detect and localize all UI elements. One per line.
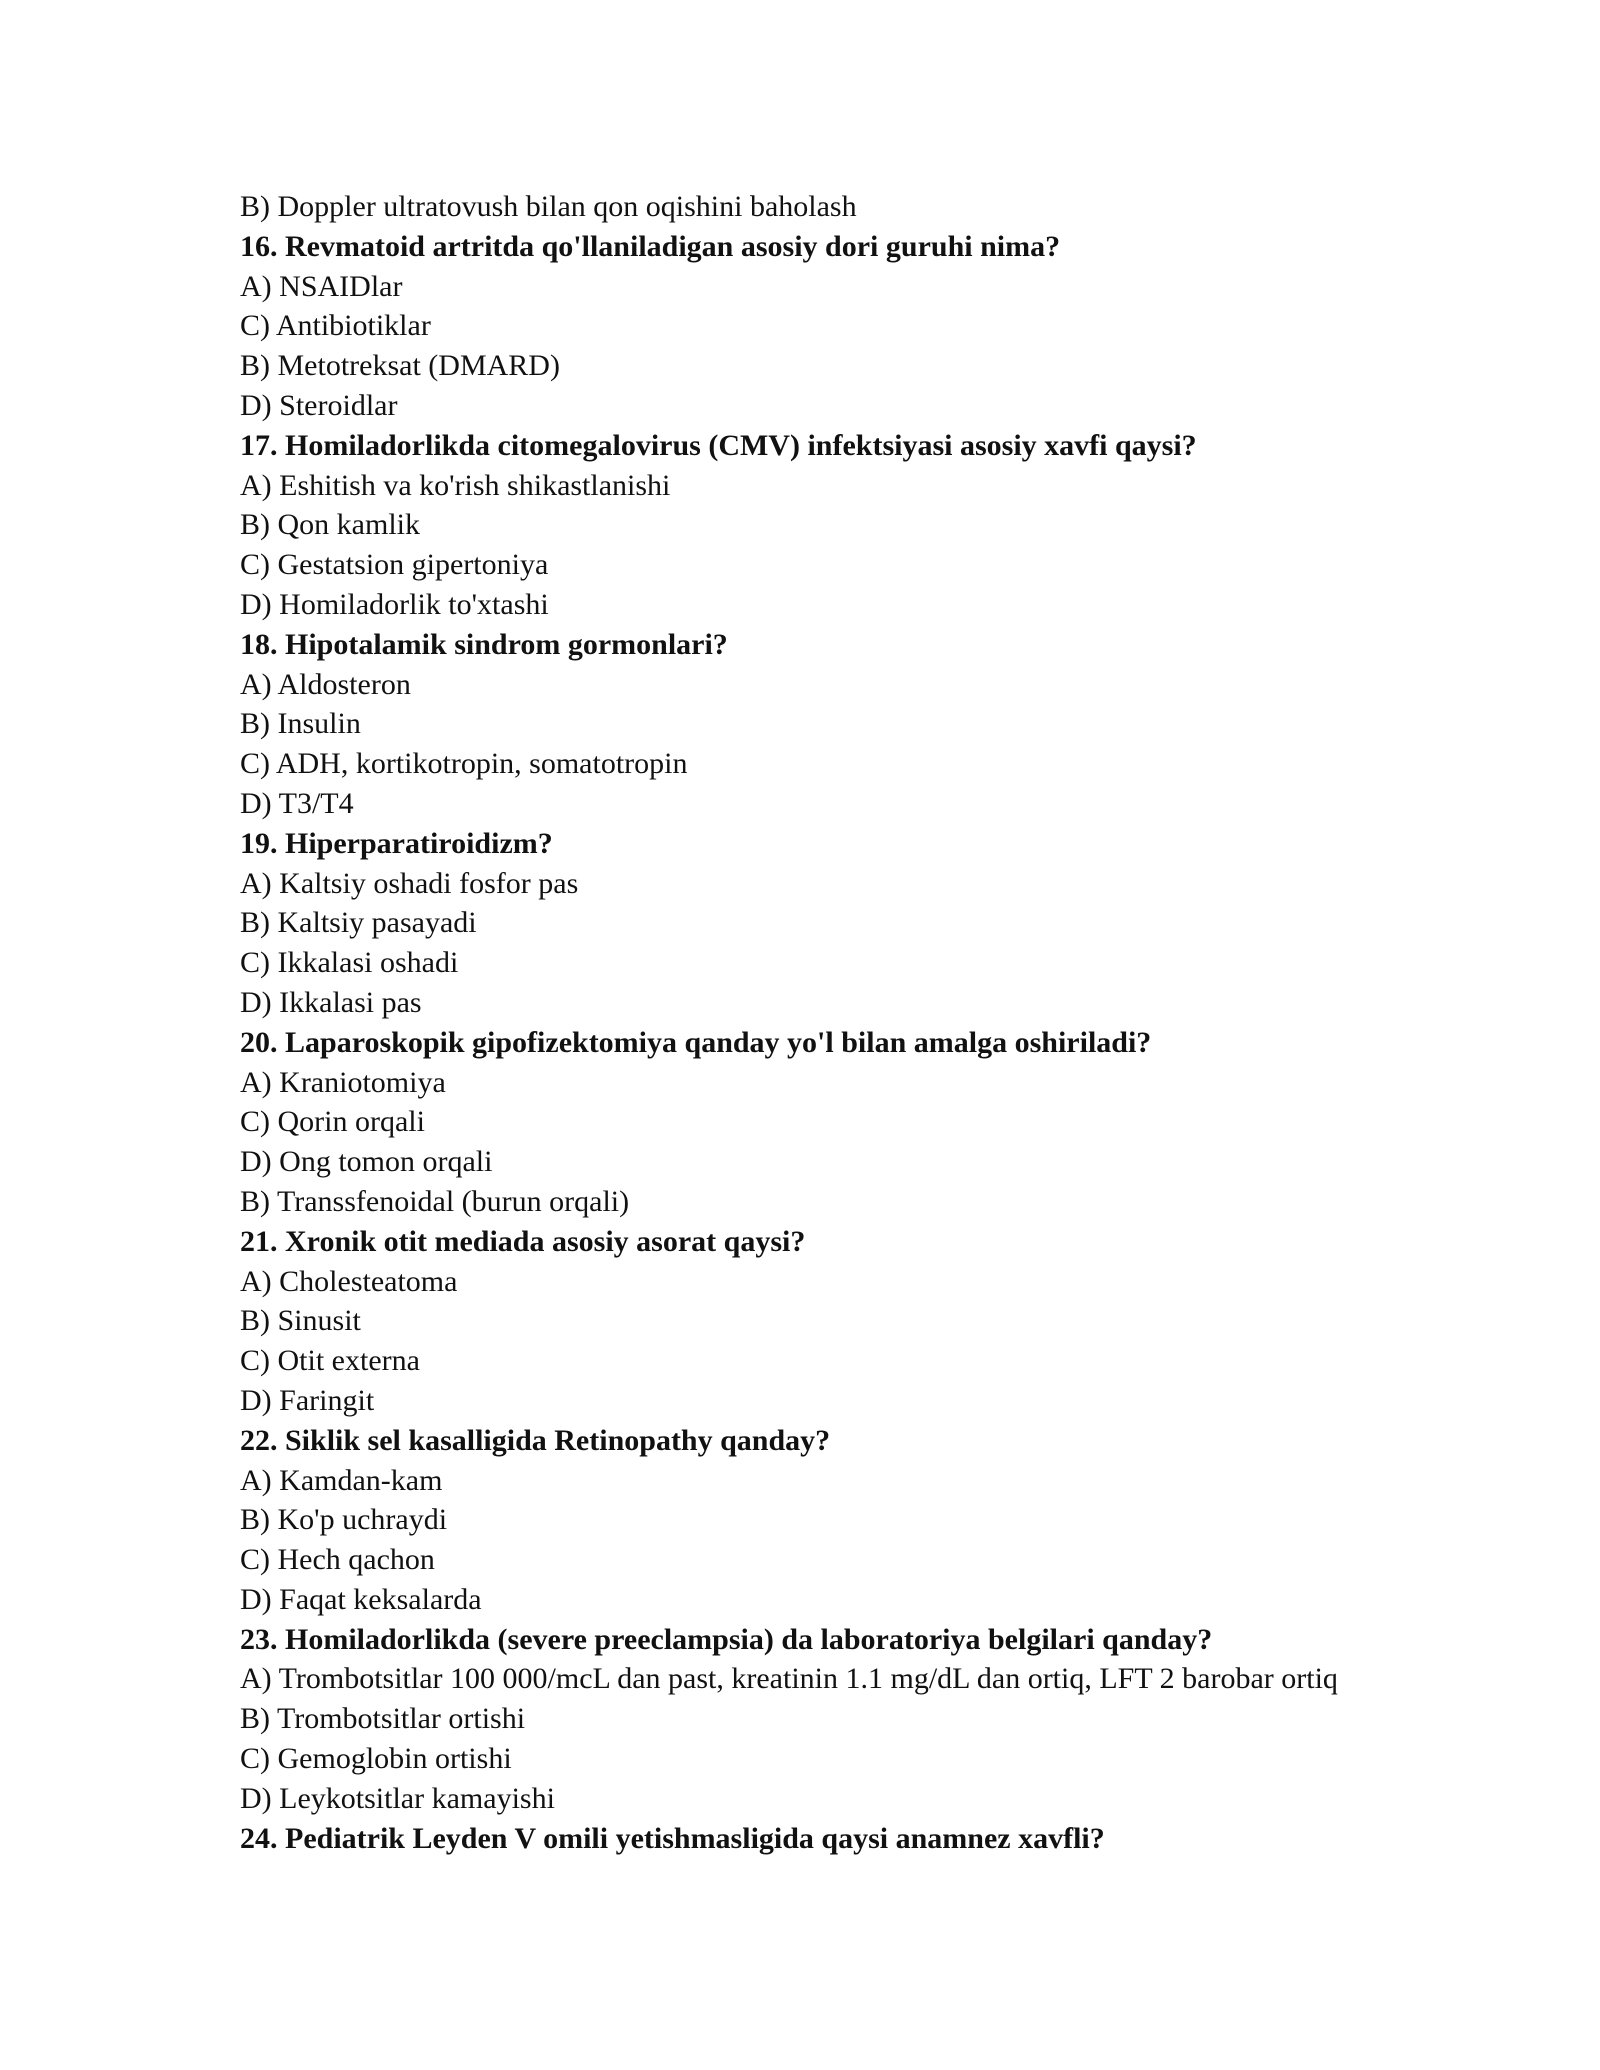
answer-option: D) Ikkalasi pas	[240, 985, 422, 1019]
answer-option: A) Kamdan-kam	[240, 1463, 443, 1497]
answer-option: B) Transsfenoidal (burun orqali)	[240, 1184, 630, 1218]
answer-option: B) Qon kamlik	[240, 508, 420, 542]
answer-option: D) Homiladorlik to'xtashi	[240, 587, 549, 621]
answer-option: C) Gestatsion gipertoniya	[240, 548, 549, 582]
question-heading: 19. Hiperparatiroidizm?	[240, 826, 553, 860]
answer-option: D) Faringit	[240, 1383, 375, 1417]
question-heading: 20. Laparoskopik gipofizektomiya qanday yo'l bilan amalga oshiriladi?	[240, 1025, 1152, 1059]
answer-option: B) Sinusit	[240, 1304, 361, 1338]
answer-option: D) Faqat keksalarda	[240, 1582, 482, 1616]
answer-option: C) Qorin orqali	[240, 1105, 425, 1139]
answer-option: A) Aldosteron	[240, 667, 411, 701]
document-body	[240, 187, 1480, 1858]
answer-option: D) T3/T4	[240, 786, 354, 820]
answer-option: C) Hech qachon	[240, 1543, 435, 1577]
answer-option: C) Otit externa	[240, 1344, 420, 1378]
answer-option: A) Kraniotomiya	[240, 1065, 446, 1099]
answer-option: A) Kaltsiy oshadi fosfor pas	[240, 866, 579, 900]
answer-option: A) Eshitish va ko'rish shikastlanishi	[240, 468, 671, 502]
question-heading: 18. Hipotalamik sindrom gormonlari?	[240, 627, 728, 661]
question-heading: 24. Pediatrik Leyden V omili yetishmasligida qaysi anamnez xavfli?	[240, 1821, 1105, 1855]
answer-option: D) Ong tomon orqali	[240, 1145, 493, 1179]
answer-option: B) Insulin	[240, 707, 361, 741]
answer-option: B) Ko'p uchraydi	[240, 1503, 448, 1537]
answer-option: A) Cholesteatoma	[240, 1264, 458, 1298]
answer-option: D) Leykotsitlar kamayishi	[240, 1781, 555, 1815]
answer-option: A) NSAIDlar	[240, 269, 403, 303]
answer-option: C) Gemoglobin ortishi	[240, 1742, 512, 1776]
answer-option: C) Antibiotiklar	[240, 309, 431, 343]
answer-option: C) ADH, kortikotropin, somatotropin	[240, 747, 688, 781]
answer-option: B) Kaltsiy pasayadi	[240, 906, 477, 940]
question-heading: 21. Xronik otit mediada asosiy asorat qaysi?	[240, 1224, 806, 1258]
answer-option: B) Metotreksat (DMARD)	[240, 349, 560, 383]
question-heading: 22. Siklik sel kasalligida Retinopathy qanday?	[240, 1423, 831, 1457]
answer-option: D) Steroidlar	[240, 388, 398, 422]
question-heading: 23. Homiladorlikda (severe preeclampsia) da laboratoriya belgilari qanday?	[240, 1622, 1213, 1656]
answer-option: A) Trombotsitlar 100 000/mcL dan past, kreatinin 1.1 mg/dL dan ortiq, LFT 2 barobar ortiq	[240, 1662, 1338, 1696]
question-heading: 16. Revmatoid artritda qo'llaniladigan asosiy dori guruhi nima?	[240, 229, 1061, 263]
answer-option: B) Doppler ultratovush bilan qon oqishini baholash	[240, 190, 857, 223]
answer-option: C) Ikkalasi oshadi	[240, 946, 459, 980]
question-heading: 17. Homiladorlikda citomegalovirus (CMV) infektsiyasi asosiy xavfi qaysi?	[240, 428, 1197, 462]
answer-option: B) Trombotsitlar ortishi	[240, 1702, 526, 1736]
